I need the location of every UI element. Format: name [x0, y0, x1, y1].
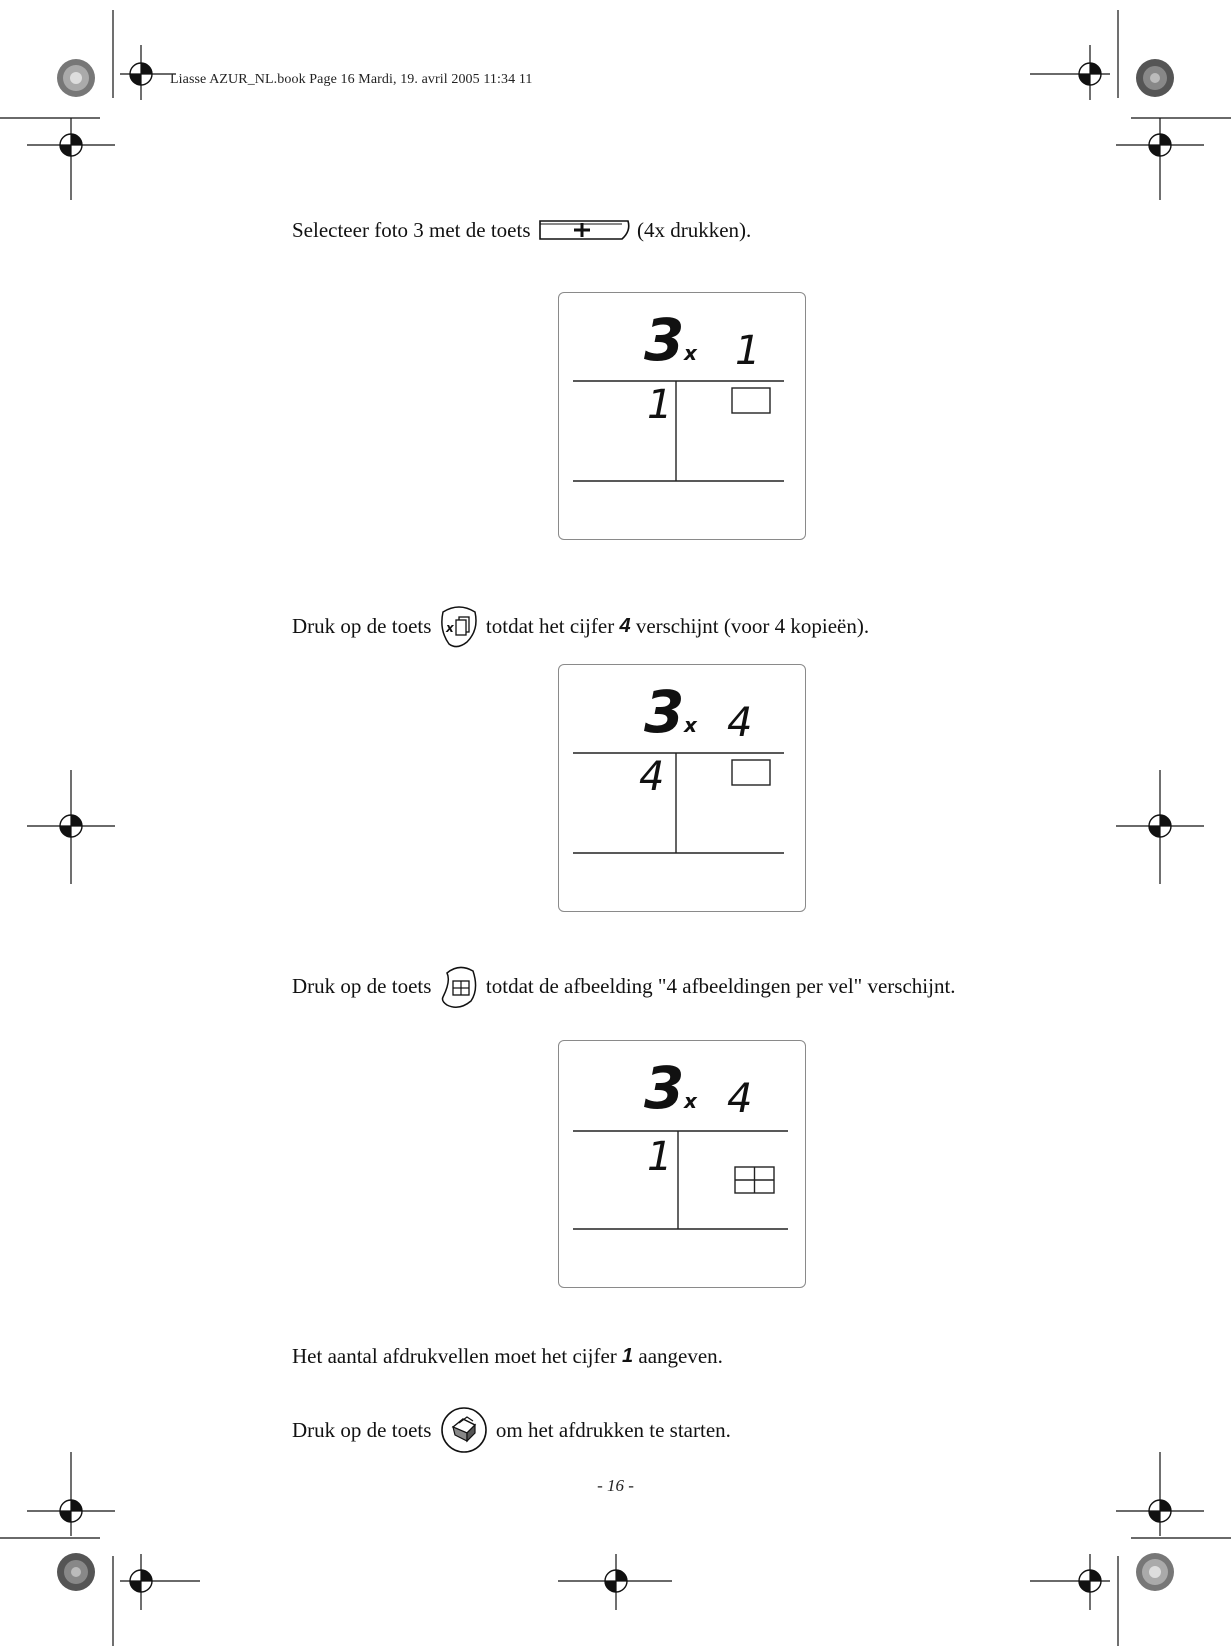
- step-4-digit: 1: [622, 1345, 634, 1368]
- step-5-text-before: Druk op de toets: [292, 1418, 432, 1442]
- step-2-text-before: Druk op de toets: [292, 614, 432, 638]
- lcd-photo-number: 3: [644, 1054, 685, 1122]
- lcd-sheets-number: 4: [639, 754, 665, 800]
- layout-single-icon: [732, 388, 770, 413]
- step-2: [292, 602, 869, 650]
- lcd-sheets-number: 1: [647, 1134, 673, 1180]
- step-2-digit: 4: [619, 615, 631, 637]
- lcd-sheets-number: 1: [647, 382, 673, 428]
- step-3: [292, 961, 956, 1011]
- step-1-text-before: Selecteer foto 3 met de toets: [292, 218, 531, 243]
- layout-key-icon: [437, 961, 481, 1011]
- lcd-copies-number: 1: [735, 328, 761, 374]
- step-5-text-after: om het afdrukken te starten.: [495, 1418, 731, 1442]
- step-1-text-after: (4x drukken).: [637, 218, 752, 243]
- lcd-multiply-sign: x: [684, 1089, 697, 1113]
- lcd-photo-number: 3: [644, 678, 685, 746]
- step-3-text-after: totdat de afbeelding "4 afbeeldingen per vel" verschijnt.: [485, 974, 956, 998]
- print-key-icon: [437, 1405, 491, 1455]
- lcd-display-1: [558, 292, 806, 540]
- copies-key-icon: [437, 602, 481, 650]
- plus-key-icon: [536, 215, 632, 245]
- lcd-multiply-sign: x: [684, 341, 697, 365]
- page-number: - 16 -: [597, 1476, 634, 1495]
- lcd-display-3: [558, 1040, 806, 1288]
- step-1: [292, 214, 751, 245]
- lcd-multiply-sign: x: [684, 713, 697, 737]
- book-header: Liasse AZUR_NL.book Page 16 Mardi, 19. avril 2005 11:34 11: [170, 72, 533, 87]
- lcd-copies-number: 4: [727, 1076, 753, 1122]
- layout-single-icon: [732, 760, 770, 785]
- step-2-text-middle: totdat het cijfer: [485, 614, 615, 638]
- step-5: [292, 1405, 731, 1455]
- layout-quad-icon: [735, 1167, 774, 1193]
- lcd-copies-number: 4: [727, 700, 753, 746]
- step-4-text-before: Het aantal afdrukvellen moet het cijfer: [292, 1344, 617, 1369]
- lcd-display-2: [558, 664, 806, 912]
- step-3-text-before: Druk op de toets: [292, 974, 432, 998]
- lcd-photo-number: 3: [644, 306, 685, 374]
- step-4-text-after: aangeven.: [638, 1344, 723, 1369]
- step-4: [292, 1340, 723, 1370]
- step-2-text-after: verschijnt (voor 4 kopieën).: [635, 614, 870, 638]
- svg-text:x: x: [445, 621, 454, 635]
